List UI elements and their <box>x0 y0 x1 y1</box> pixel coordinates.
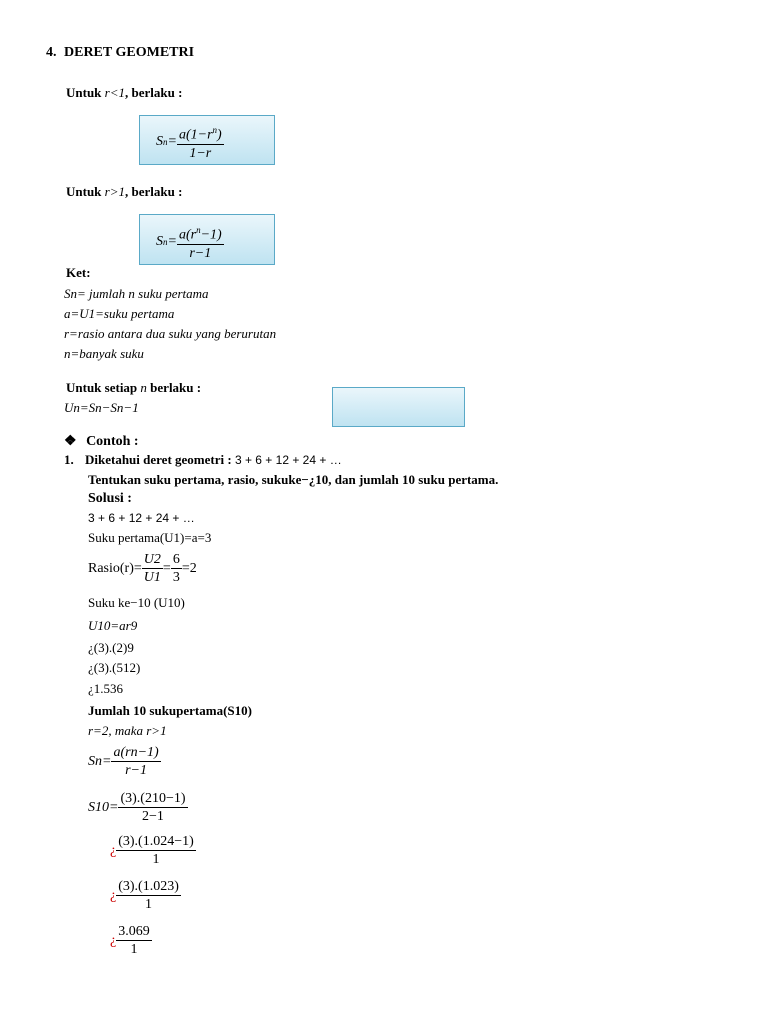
f2-den: 1 <box>145 897 153 912</box>
case1-fraction <box>177 122 224 162</box>
case1-condition: r<1 <box>104 85 126 100</box>
f3-den: 1 <box>130 942 138 957</box>
ket-title: Ket: <box>66 265 91 280</box>
case2-num: a(r <box>178 227 197 243</box>
case1-prefix: Untuk <box>66 85 102 100</box>
case2-den: r−1 <box>189 245 212 261</box>
f3-num: 3.069 <box>118 924 150 939</box>
section-number: 4. <box>46 45 57 60</box>
sn-formula <box>88 744 161 779</box>
f2-fraction <box>116 878 181 913</box>
s10-formula <box>88 790 188 825</box>
solusi-series: 3 + 6 + 12 + 24 + … <box>88 511 195 525</box>
problem-series: 3 + 6 + 12 + 24 + … <box>234 453 342 467</box>
step3: ¿1.536 <box>88 681 124 696</box>
f1-fraction <box>116 833 196 868</box>
case2-fraction <box>177 222 224 262</box>
f1-den: 1 <box>152 852 160 867</box>
ratio-num2: 6 <box>172 552 180 567</box>
setiap-label <box>66 380 201 396</box>
case2-num-sup: n <box>196 225 201 235</box>
s10-fraction <box>118 790 187 825</box>
ratio-fraction-2 <box>171 551 182 586</box>
s10-lhs: S10= <box>88 799 119 815</box>
ket-item: a=U1=suku pertama <box>64 306 175 321</box>
contoh-heading <box>64 433 139 450</box>
case2-condition: r>1 <box>104 184 126 199</box>
case1-lhs-sub: n <box>163 136 168 147</box>
case2-eq: = <box>167 233 177 249</box>
contoh-title: Contoh : <box>86 434 139 449</box>
case1-lhs: S <box>156 133 163 149</box>
ket-item: Sn= jumlah n suku pertama <box>64 286 209 301</box>
case1-num: a(1−r <box>178 127 213 143</box>
setiap-var: n <box>140 380 147 395</box>
solusi-label: Solusi : <box>88 491 132 506</box>
s10-den: 2−1 <box>142 809 164 824</box>
setiap-formula: Un=Sn−Sn−1 <box>64 400 139 415</box>
f1-num: (3).(1.024−1) <box>118 834 194 849</box>
case2-label <box>66 184 182 200</box>
ket-list <box>64 284 276 364</box>
ratio-den: U1 <box>143 570 161 585</box>
case1-num-end: ) <box>217 127 222 143</box>
suku10-label: Suku ke−10 (U10) <box>88 595 185 610</box>
case1-suffix: , berlaku : <box>125 85 183 100</box>
fraction-step-3 <box>110 923 152 958</box>
f3-fraction <box>116 923 152 958</box>
setiap-suffix: berlaku : <box>150 380 202 395</box>
step1: ¿(3).(2)9 <box>88 640 134 655</box>
step2: ¿(3).(512) <box>88 660 141 675</box>
u10-formula: U10=ar9 <box>88 618 138 633</box>
sn-fraction <box>111 744 160 779</box>
sn-num: a(rn−1) <box>113 745 159 760</box>
case2-lhs-sub: n <box>163 236 168 247</box>
section-header <box>46 45 194 61</box>
problem-task: Tentukan suku pertama, rasio, sukuke−¿10, dan jumlah 10 suku pertama. <box>88 472 499 487</box>
ratio-line: Rasio(r)= $\frac{U2}{U1}$ = $\frac{6}{3}$ =2 <box>88 552 197 585</box>
case2-prefix: Untuk <box>66 184 102 199</box>
ratio-num: U2 <box>143 552 161 567</box>
inverted-question-mark: ¿ <box>110 842 117 858</box>
ratio-result: =2 <box>181 560 197 576</box>
s10-num: (3).(210−1) <box>120 791 186 806</box>
case1-label <box>66 85 182 101</box>
inverted-question-mark: ¿ <box>110 887 117 903</box>
case1-eq: = <box>167 133 177 149</box>
case2-formula-box <box>139 214 275 265</box>
case1-formula-box <box>139 115 275 165</box>
case1-num-sup: n <box>212 125 218 135</box>
problem-label: Diketahui deret geometri : <box>85 452 232 467</box>
jumlah-label: Jumlah 10 sukupertama(S10) <box>88 703 252 718</box>
section-title: DERET GEOMETRI <box>64 45 195 60</box>
fraction-step-2 <box>110 878 181 913</box>
fraction-step-1 <box>110 833 196 868</box>
case2-lhs: S <box>156 233 163 249</box>
case2-suffix: , berlaku : <box>125 184 183 199</box>
case1-den: 1−r <box>189 145 212 161</box>
ket-item: n=banyak suku <box>64 346 144 361</box>
sn-lhs: Sn= <box>88 753 112 769</box>
empty-formula-box <box>332 387 465 427</box>
ratio-fraction-1 <box>142 551 163 586</box>
setiap-text: Untuk setiap <box>66 380 138 395</box>
ket-item: r=rasio antara dua suku yang berurutan <box>64 326 277 341</box>
problem-number: 1. <box>64 452 74 467</box>
ratio-label: Rasio(r)= <box>88 560 142 576</box>
inverted-question-mark: ¿ <box>110 932 117 948</box>
f2-num: (3).(1.023) <box>118 879 179 894</box>
case2-num-end: −1) <box>200 227 222 243</box>
first-term: Suku pertama(U1)=a=3 <box>88 530 212 545</box>
diamond-bullet-icon: ❖ <box>64 434 77 449</box>
r-condition: r=2, maka r>1 <box>88 723 167 738</box>
problem-line <box>64 452 342 468</box>
sn-den: r−1 <box>125 763 148 778</box>
ratio-den2: 3 <box>172 570 180 585</box>
